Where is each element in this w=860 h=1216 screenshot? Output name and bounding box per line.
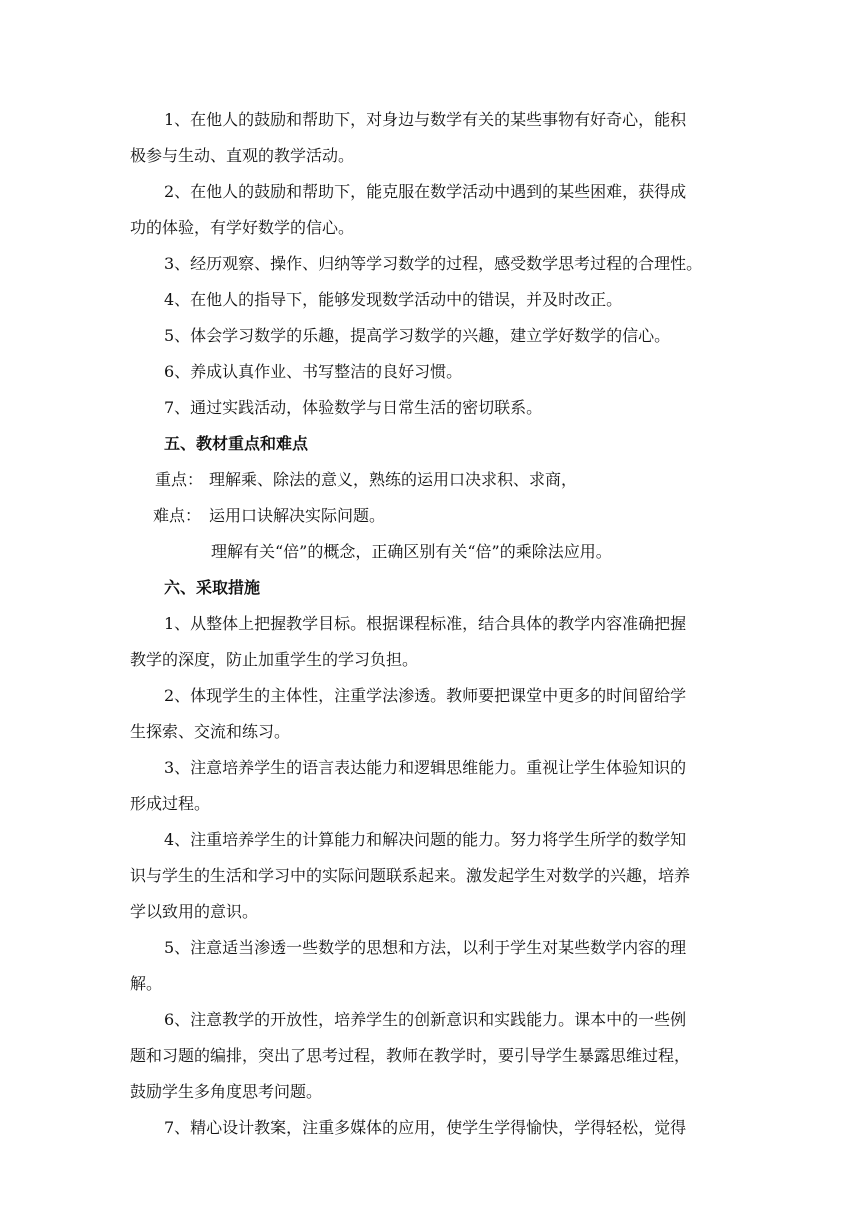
measure-item-7 [130, 1116, 732, 1140]
paragraph-line: 2、在他人的鼓励和帮助下，能克服在数学活动中遇到的某些困难，获得成 [164, 182, 687, 201]
paragraph-line: 生探索、交流和练习。 [130, 722, 291, 741]
goal-item-2 [130, 180, 732, 240]
paragraph-line: 6、养成认真作业、书写整洁的良好习惯。 [164, 362, 463, 381]
difficulty-text-continued: 理解有关“倍”的概念，正确区别有关“倍”的乘除法应用。 [211, 542, 612, 561]
measure-item-6 [130, 1008, 732, 1104]
section-heading-key-points: 五、教材重点和难点 [164, 434, 309, 453]
paragraph-line: 4、在他人的指导下，能够发现数学活动中的错误，并及时改正。 [164, 290, 623, 309]
paragraph-line: 1、从整体上把握教学目标。根据课程标准，结合具体的教学内容准确把握 [164, 614, 687, 633]
difficulty-label: 难点： [153, 506, 202, 525]
paragraph-line: 5、注意适当渗透一些数学的思想和方法，以利于学生对某些数学内容的理 [164, 938, 687, 957]
goal-item-7 [130, 396, 732, 420]
paragraph-line: 2、体现学生的主体性，注重学法渗透。教师要把课堂中更多的时间留给学 [164, 686, 687, 705]
goal-item-4 [130, 288, 732, 312]
goal-item-1 [130, 108, 732, 168]
paragraph-line: 学以致用的意识。 [130, 902, 259, 921]
key-point-line [130, 468, 732, 492]
paragraph-line: 解。 [130, 974, 163, 993]
paragraph-line: 识与学生的生活和学习中的实际问题联系起来。激发起学生对数学的兴趣，培养 [130, 866, 691, 885]
paragraph-line: 教学的深度，防止加重学生的学习负担。 [130, 650, 419, 669]
difficulty-line [130, 504, 732, 528]
paragraph-line: 题和习题的编排，突出了思考过程，教师在教学时，要引导学生暴露思维过程， [130, 1046, 691, 1065]
paragraph-line: 1、在他人的鼓励和帮助下，对身边与数学有关的某些事物有好奇心，能积 [164, 110, 687, 129]
measure-item-5 [130, 936, 732, 996]
paragraph-line: 形成过程。 [130, 794, 211, 813]
paragraph-line: 5、体会学习数学的乐趣，提高学习数学的兴趣，建立学好数学的信心。 [164, 326, 671, 345]
paragraph-line: 功的体验，有学好数学的信心。 [130, 218, 355, 237]
paragraph-line: 3、经历观察、操作、归纳等学习数学的过程，感受数学思考过程的合理性。 [164, 254, 703, 273]
paragraph-line: 7、通过实践活动，体验数学与日常生活的密切联系。 [164, 398, 543, 417]
measure-item-2 [130, 684, 732, 744]
measure-item-3 [130, 756, 732, 816]
paragraph-line: 鼓励学生多角度思考问题。 [130, 1082, 323, 1101]
section-heading-measures: 六、采取措施 [164, 578, 261, 597]
paragraph-line: 4、注重培养学生的计算能力和解决问题的能力。努力将学生所学的数学知 [164, 830, 687, 849]
paragraph-line: 3、注意培养学生的语言表达能力和逻辑思维能力。重视让学生体验知识的 [164, 758, 687, 777]
paragraph-line: 6、注意教学的开放性，培养学生的创新意识和实践能力。课本中的一些例 [164, 1010, 687, 1029]
measure-item-4 [130, 828, 732, 924]
difficulty-text: 运用口诀解决实际问题。 [209, 506, 386, 525]
goal-item-6 [130, 360, 732, 384]
measure-item-1 [130, 612, 732, 672]
paragraph-line: 7、精心设计教案，注重多媒体的应用，使学生学得愉快，学得轻松，觉得 [164, 1118, 687, 1137]
key-point-text: 理解乘、除法的意义，熟练的运用口决求积、求商， [209, 470, 578, 489]
paragraph-line: 极参与生动、直观的教学活动。 [130, 146, 355, 165]
goal-item-3 [130, 252, 732, 276]
goal-item-5 [130, 324, 732, 348]
key-point-label: 重点： [155, 470, 204, 489]
